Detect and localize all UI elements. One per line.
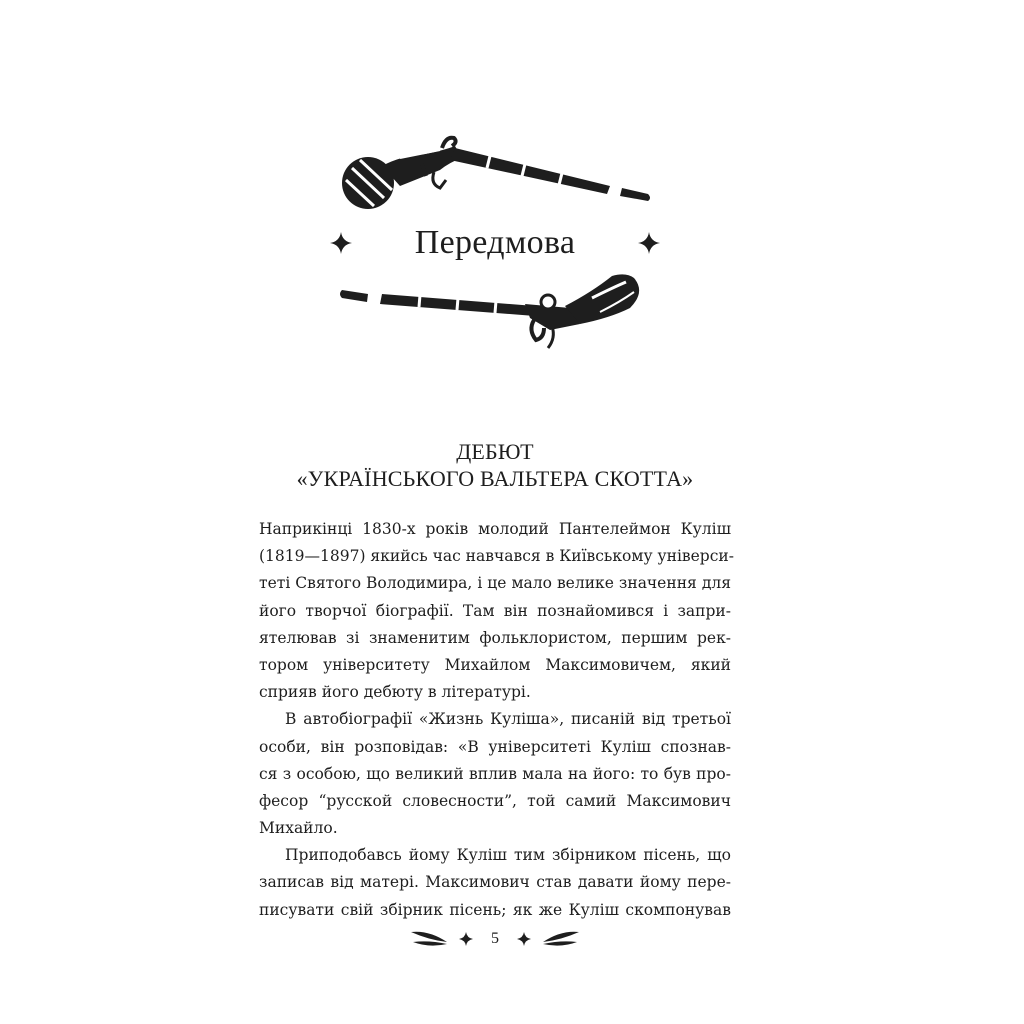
leaf-sprig-icon [541,928,579,950]
text-line: його творчої біографії. Там він познайомився і запри- [259,601,731,620]
text-line: писувати свій збірник пісень; як же Куліш скомпонував [259,900,731,919]
four-point-star-icon [330,232,352,254]
four-point-star-icon [459,932,473,946]
flintlock-pistol-icon [330,128,660,228]
text-line: теті Святого Володимира, і це мало велике значення для [259,574,731,593]
section-title-line-2: «УКРАЇНСЬКОГО ВАЛЬТЕРА СКОТТА» [296,466,694,491]
text-line: (1819—1897) якийсь час навчався в Київському універси- [259,547,734,566]
text-line: ятелював зі знаменитим фольклористом, першим рек- [259,628,731,647]
chapter-title: Передмова [414,224,576,261]
four-point-star-icon [517,932,531,946]
section-title [260,438,730,492]
flintlock-pistol-icon [330,268,660,368]
page-footer [410,922,580,956]
text-line: Наприкінці 1830-х років молодий Пантелеймон Куліш [259,520,731,538]
text-line: особи, він розповідав: «В університеті Куліш спознав- [259,737,731,756]
text-line: ся з особою, що великий вплив мала на його: то був про- [259,764,731,783]
text-line: Михайло. [259,819,338,838]
text-line: тором університету Михайлом Максимовичем, який [259,655,731,674]
text-line: В автобіографії «Жизнь Куліша», писаній від третьої [285,710,731,729]
section-title-line-1: ДЕБЮТ [456,439,534,464]
text-line: Приподобавсь йому Куліш тим збірником пісень, що [285,846,731,865]
text-line: фесор “русской словесности”, той самий Максимович [259,791,731,810]
text-line: сприяв його дебюту в літературі. [259,683,531,702]
text-line: записав від матері. Максимович став давати йому пере- [259,873,731,892]
chapter-heading-row [330,218,660,268]
four-point-star-icon [638,232,660,254]
body-text [259,516,734,924]
leaf-sprig-icon [411,928,449,950]
page-number: 5 [491,930,499,947]
